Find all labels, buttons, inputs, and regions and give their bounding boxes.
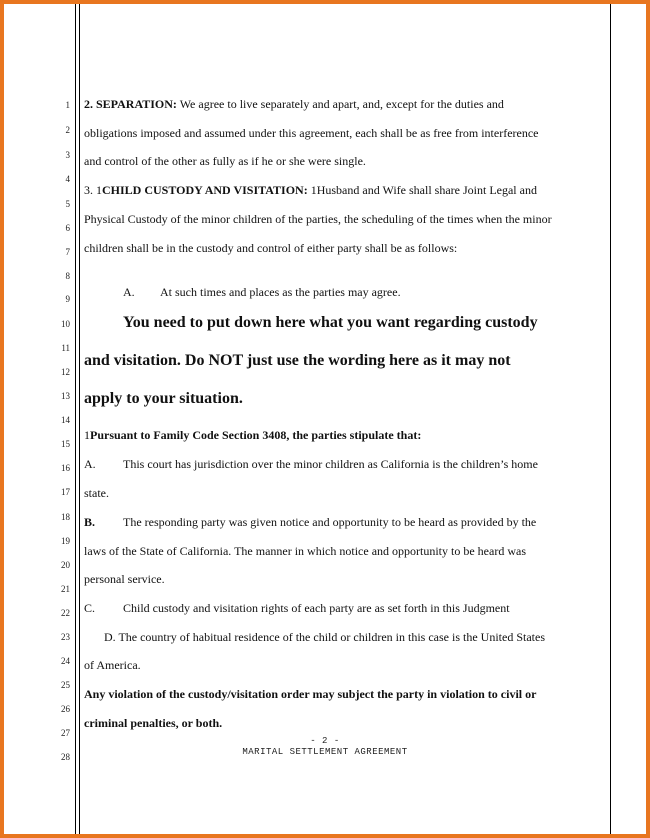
stipulation-d-text: D. The country of habitual residence of the child or children in this case is the United States <box>104 630 545 644</box>
stipulation-a-label: A. <box>84 457 96 471</box>
line-number: 1 <box>65 100 70 110</box>
stipulation-c-label: C. <box>84 601 96 615</box>
line-number: 21 <box>61 584 70 594</box>
stipulation-a-text: This court has jurisdiction over the minor children as California is the children’s home <box>123 457 538 471</box>
line-number: 26 <box>61 704 70 714</box>
line-number: 27 <box>61 728 70 738</box>
section-3-line-2: Physical Custody of the minor children of the parties, the scheduling of the times when the minor <box>84 212 552 226</box>
section-3-line-3: children shall be in the custody and control of either party shall be as follows: <box>84 241 458 255</box>
section-2-line-2: obligations imposed and assumed under this agreement, each shall be as free from interference <box>84 126 539 140</box>
line-number: 3 <box>65 150 70 160</box>
pursuant-line: 1Pursuant to Family Code Section 3408, the parties stipulate that: <box>84 428 422 442</box>
line-number: 7 <box>65 247 70 257</box>
stipulation-b-label: B. <box>84 515 96 529</box>
line-number: 20 <box>61 560 70 570</box>
stipulation-b-text: The responding party was given notice and opportunity to be heard as provided by the <box>123 515 537 529</box>
left-margin-rule-2 <box>79 4 80 834</box>
section-2-heading: 2. SEPARATION: <box>84 97 177 111</box>
line-number: 18 <box>61 512 70 522</box>
violation-warning-line-1: Any violation of the custody/visitation order may subject the party in violation to civil or <box>84 687 537 701</box>
page-number: - 2 - <box>310 736 340 746</box>
line-number: 25 <box>61 680 70 690</box>
instruction-note-line-2: and visitation. Do NOT just use the wording here as it may not <box>84 352 511 369</box>
line-number: 4 <box>65 174 70 184</box>
stipulation-a-continued: state. <box>84 486 109 500</box>
violation-warning-line-2: criminal penalties, or both. <box>84 716 223 730</box>
line-number: 9 <box>65 294 70 304</box>
footer-title: MARITAL SETTLEMENT AGREEMENT <box>242 747 408 757</box>
line-number: 12 <box>61 367 70 377</box>
line-number: 13 <box>61 391 70 401</box>
item-a-text: At such times and places as the parties may agree. <box>160 285 401 299</box>
section-3-line-1: 3. 1CHILD CUSTODY AND VISITATION: 1Husband and Wife shall share Joint Legal and <box>84 183 537 197</box>
line-number: 17 <box>61 487 70 497</box>
instruction-note-line-3: apply to your situation. <box>84 390 243 407</box>
line-number: 22 <box>61 608 70 618</box>
line-number: 14 <box>61 415 70 425</box>
section-2-line-1: 2. SEPARATION: We agree to live separately and apart, and, except for the duties and <box>84 97 504 111</box>
section-3-heading: CHILD CUSTODY AND VISITATION: <box>102 183 308 197</box>
line-number: 10 <box>61 319 70 329</box>
item-a-label: A. <box>123 285 135 299</box>
line-number: 16 <box>61 463 70 473</box>
right-margin-rule <box>610 4 611 834</box>
pursuant-heading: Pursuant to Family Code Section 3408, the parties stipulate that: <box>90 428 422 442</box>
line-number: 28 <box>61 752 70 762</box>
line-number: 15 <box>61 439 70 449</box>
stipulation-d-continued: of America. <box>84 658 141 672</box>
left-margin-rule-1 <box>75 4 76 834</box>
stipulation-b-continued-1: laws of the State of California. The manner in which notice and opportunity to be heard was <box>84 544 526 558</box>
stipulation-c-text: Child custody and visitation rights of each party are as set forth in this Judgment <box>123 601 510 615</box>
line-number: 19 <box>61 536 70 546</box>
line-number: 2 <box>65 125 70 135</box>
line-number: 6 <box>65 223 70 233</box>
line-number: 23 <box>61 632 70 642</box>
section-2-line-3: and control of the other as fully as if he or she were single. <box>84 154 366 168</box>
line-number: 24 <box>61 656 70 666</box>
line-number: 11 <box>61 343 70 353</box>
stipulation-b-continued-2: personal service. <box>84 572 165 586</box>
instruction-note-line-1: You need to put down here what you want regarding custody <box>123 314 538 331</box>
line-number: 8 <box>65 271 70 281</box>
line-number: 5 <box>65 199 70 209</box>
